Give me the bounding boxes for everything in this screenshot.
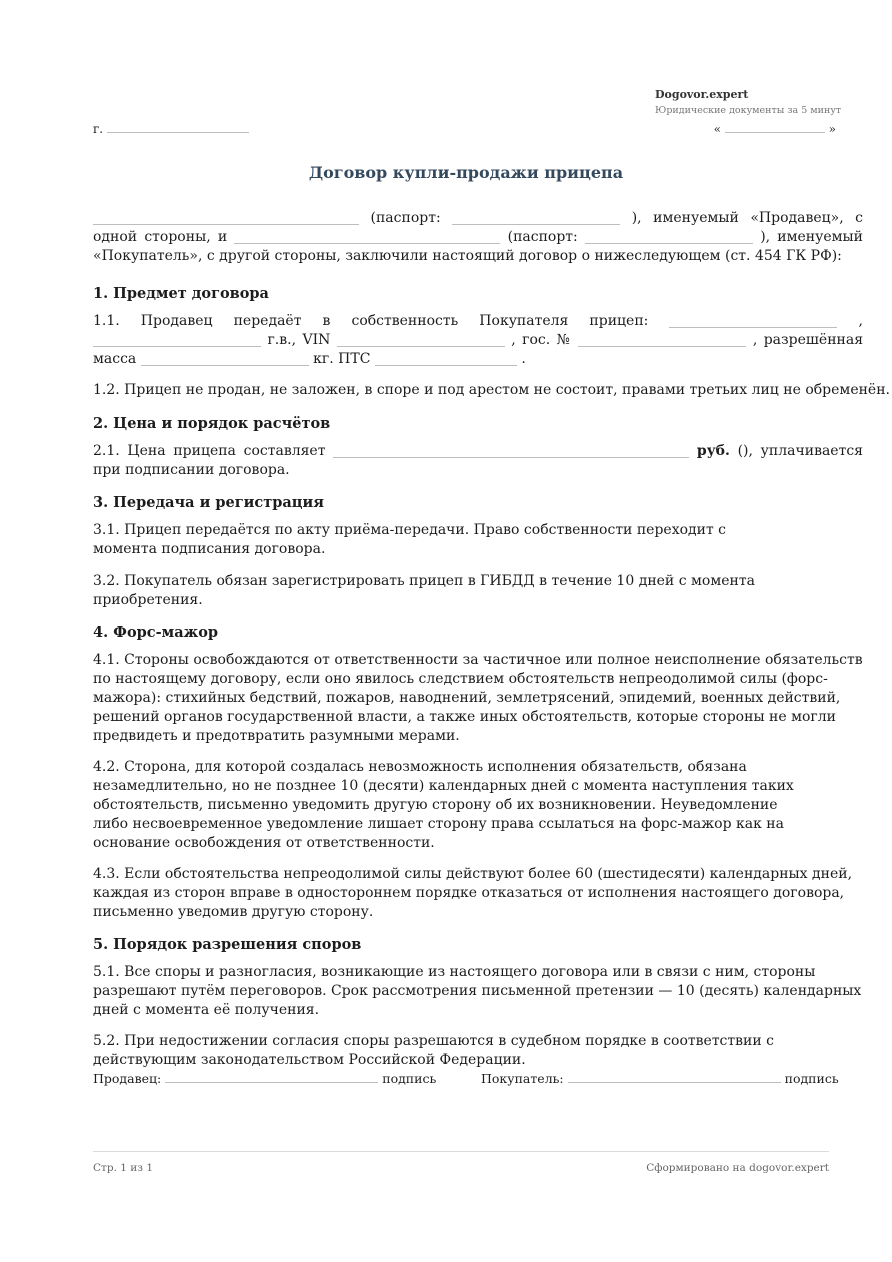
buyer-label: Покупатель: bbox=[481, 1071, 564, 1086]
mass-label: , разрешённая bbox=[752, 332, 864, 348]
seller-signature-blank[interactable] bbox=[165, 1070, 378, 1083]
intro-line-1 bbox=[93, 209, 863, 228]
buyer-sign-caption: подпись bbox=[784, 1071, 839, 1086]
signature-row bbox=[93, 1070, 838, 1088]
clause-3-1: 3.1. Прицеп передаётся по акту приёма-передачи. Право собственности переходит с момента подписания договора. bbox=[93, 522, 727, 557]
clause-4-3: 4.3. Если обстоятельства непреодолимой силы действуют более 60 (шестидесяти) календарных дней, каждая из сторон вправе в одностороннем порядке отказаться от исполнения настоящего договора, письменно уведомив другую сторону. bbox=[93, 866, 853, 920]
section-2-heading: 2. Цена и порядок расчётов bbox=[93, 415, 331, 432]
seller-label: Продавец: bbox=[93, 1071, 162, 1086]
clause-5-1: 5.1. Все споры и разногласия, возникающие из настоящего договора или в связи с ним, стороны разрешают путём переговоров. Срок рассмотрения письменной претензии — 10 (десять) календарных дней с момента её получения. bbox=[93, 964, 862, 1018]
page-number: Стр. 1 из 1 bbox=[93, 1162, 154, 1174]
buyer-passport-blank[interactable] bbox=[585, 228, 753, 244]
seller-name-blank[interactable] bbox=[93, 209, 359, 225]
clause-text: 2.1. Цена прицепа составляет bbox=[93, 443, 326, 459]
clause-1-1-line-3 bbox=[93, 350, 863, 369]
passport-label: (паспорт: bbox=[370, 210, 441, 226]
city-blank[interactable] bbox=[107, 120, 249, 133]
period: . bbox=[521, 351, 526, 367]
seller-text: ), именуемый «Продавец», с bbox=[631, 210, 864, 226]
buyer-signature-blank[interactable] bbox=[568, 1070, 781, 1083]
plate-label: , гос. № bbox=[511, 332, 572, 348]
buyer-signature bbox=[481, 1070, 839, 1086]
footer-divider bbox=[93, 1151, 829, 1152]
place-date-row bbox=[93, 120, 836, 138]
clause-1-2: 1.2. Прицеп не продан, не заложен, в споре и под арестом не состоит, правами третьих лиц не обременён. bbox=[93, 382, 891, 398]
intro-line-2 bbox=[93, 228, 863, 247]
trailer-model-blank[interactable] bbox=[669, 312, 837, 328]
section-5-heading: 5. Порядок разрешения споров bbox=[93, 936, 362, 953]
section-1-heading: 1. Предмет договора bbox=[93, 285, 269, 302]
date-field bbox=[714, 120, 836, 136]
one-side-text: одной стороны, и bbox=[93, 229, 228, 245]
brand-tagline: Юридические документы за 5 минут bbox=[655, 105, 842, 116]
section-4-heading: 4. Форс-мажор bbox=[93, 624, 219, 641]
year-blank[interactable] bbox=[93, 331, 261, 347]
clause-4-1: 4.1. Стороны освобождаются от ответственности за частичное или полное неисполнение обязательств по настоящему договору, если оно явилось следствием обстоятельств непреодолимой силы (форс-мажора): стихийных бедствий, пожаров, наводнений, землетрясений, эпидемий, военных действий, решений органов государственной власти, а также иных обстоятельств, которые стороны не могли предвидеть и предотвратить разумными мерами. bbox=[93, 652, 863, 744]
payment-text: (), уплачивается bbox=[737, 443, 864, 459]
buyer-name-blank[interactable] bbox=[234, 228, 500, 244]
clause-2-1 bbox=[93, 442, 863, 480]
clause-5-2: 5.2. При недостижении согласия споры разрешаются в судебном порядке в соответствии с действующим законодательством Российской Федерации. bbox=[93, 1033, 774, 1068]
clause-4-2: 4.2. Сторона, для которой создалась невозможность исполнения обязательств, обязана незамедлительно, но не позднее 10 (десяти) календарных дней с момента наступления таких обстоятельств, письменно уведомить другую сторону об их возникновении. Неуведомление либо несвоевременное уведомление лишает сторону права ссылаться на форс-мажор как на основание освобождения от ответственности. bbox=[93, 759, 794, 851]
kg-pts-label: кг. ПТС bbox=[313, 351, 371, 367]
buyer-text: ), именуемый bbox=[760, 229, 864, 245]
mass-word: масса bbox=[93, 351, 137, 367]
plate-blank[interactable] bbox=[578, 331, 746, 347]
clause-text: 1.1. Продавец передаёт в собственность Покупателя прицеп: bbox=[93, 313, 649, 329]
vin-blank[interactable] bbox=[337, 331, 505, 347]
generated-note: Сформировано на dogovor.expert bbox=[646, 1162, 829, 1174]
brand-name: Dogovor.expert bbox=[655, 88, 749, 101]
intro-line-3: «Покупатель», с другой стороны, заключили настоящий договор о нижеследующем (ст. 454 ГК РФ): bbox=[93, 248, 842, 264]
seller-sign-caption: подпись bbox=[382, 1071, 437, 1086]
document-title: Договор купли-продажи прицепа bbox=[308, 163, 624, 182]
contract-body bbox=[93, 209, 891, 1070]
clause-1-1-line-1 bbox=[93, 312, 863, 331]
clause-2-1-line-2: при подписании договора. bbox=[93, 462, 290, 478]
comma: , bbox=[858, 313, 863, 329]
clause-2-1-line-1 bbox=[93, 442, 863, 461]
seller-passport-blank[interactable] bbox=[452, 209, 620, 225]
clause-3-2: 3.2. Покупатель обязан зарегистрировать прицеп в ГИБДД в течение 10 дней с момента приобретения. bbox=[93, 573, 755, 608]
year-vin-label: г.в., VIN bbox=[267, 332, 331, 348]
price-blank[interactable] bbox=[333, 442, 689, 458]
clause-1-1-line-2 bbox=[93, 331, 863, 350]
date-quote-open: « bbox=[713, 122, 721, 136]
brand-block bbox=[655, 88, 841, 118]
currency-label: руб. bbox=[696, 443, 730, 459]
date-quote-close: » bbox=[828, 122, 836, 136]
clause-1-1 bbox=[93, 312, 863, 369]
seller-signature bbox=[93, 1070, 436, 1086]
city-field bbox=[93, 120, 249, 136]
city-label: г. bbox=[93, 122, 104, 136]
mass-blank[interactable] bbox=[141, 350, 309, 366]
section-3-heading: 3. Передача и регистрация bbox=[93, 494, 324, 511]
pts-blank[interactable] bbox=[375, 350, 517, 366]
date-blank[interactable] bbox=[725, 120, 825, 133]
passport-label: (паспорт: bbox=[507, 229, 578, 245]
